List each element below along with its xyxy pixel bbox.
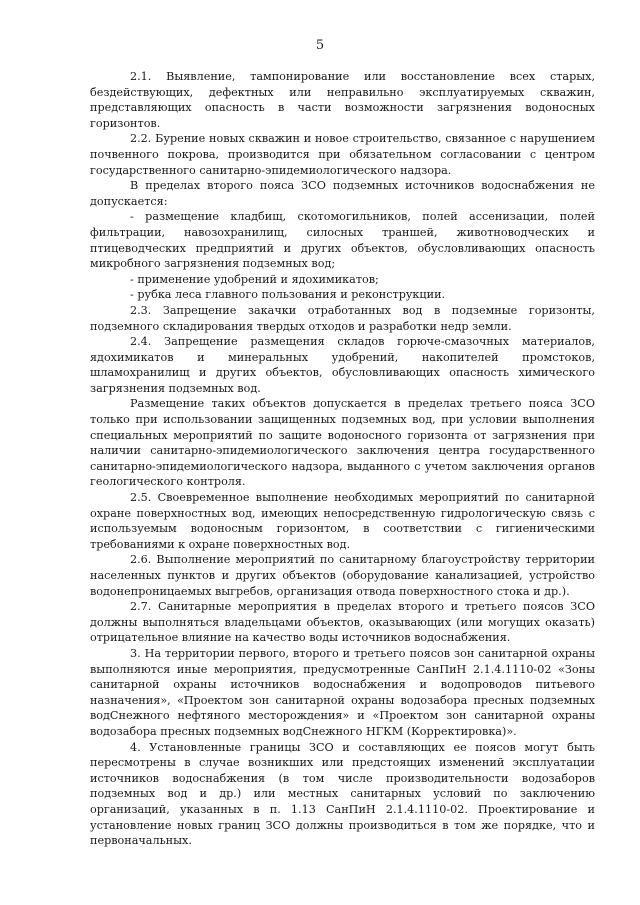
page-number: 5 (315, 38, 325, 53)
paragraph-4: 4. Установленные границы ЗСО и составляющих ее поясов могут быть пересмотрены в случае возникших или предстоящих изменений эксплуатации источников водоснабжения (в том числе производительности водозаборов подземных вод и др.) или местных санитарных условий по заключению организаций, указанных в п. 1.13 СанПиН 2.1.4.1110-02. Проектирование и установление новых границ ЗСО должны производиться в том же порядке, что и первоначальных. (90, 740, 595, 848)
list-item-fertilizers: - применение удобрений и ядохимикатов; (130, 272, 379, 286)
paragraph-3: 3. На территории первого, второго и третьего поясов зон санитарной охраны выполняются иные мероприятия, предусмотренные СанПиН 2.1.4.1110-02 «Зоны санитарной охраны источников водоснабжения и водопроводов питьевого назначения», «Проектом зон санитарной охраны водозабора пресных подземных водСнежного нефтяного месторождения» и «Проектом зон санитарной охраны водозабора пресных подземных водСнежного НГКМ (Корректировка)». (90, 646, 595, 738)
paragraph-2-4: 2.4. Запрещение размещения складов горюче-смазочных материалов, ядохимикатов и минеральных удобрений, накопителей промстоков, шламохранилищ и других объектов, обусловливающих опасность химического загрязнения подземных вод. (90, 335, 595, 395)
paragraph-2-1: 2.1. Выявление, тампонирование или восстановление всех старых, бездействующих, дефектных или неправильно эксплуатируемых скважин, представляющих опасность в части возможности загрязнения водоносных горизонтов. (90, 70, 595, 130)
paragraph-2-7: 2.7. Санитарные мероприятия в пределах второго и третьего поясов ЗСО должны выполняться владельцами объектов, оказывающих (или могущих оказать) отрицательное влияние на качество воды источников водоснабжения. (90, 600, 595, 645)
list-item-cemeteries: - размещение кладбищ, скотомогильников, полей ассенизации, полей фильтрации, навозохранилищ, силосных траншей, животноводческих и птицеводческих предприятий и других объектов, обусловливающих опасность микробного загрязнения подземных вод; (90, 210, 595, 271)
document-body (90, 69, 595, 849)
paragraph-second-belt-intro: В пределах второго пояса ЗСО подземных источников водоснабжения не допускается: (90, 179, 595, 208)
paragraph-third-belt-placement: Размещение таких объектов допускается в пределах третьего пояса ЗСО только при использовании защищенных подземных вод, при условии выполнения специальных мероприятий по защите водоносного горизонта от загрязнения при наличии санитарно-эпидемиологического заключения центра государственного санитарно-эпидемиологического надзора, выданного с учетом заключения органов геологического контроля. (90, 397, 595, 489)
paragraph-2-6: 2.6. Выполнение мероприятий по санитарному благоустройству территории населенных пунктов и других объектов (оборудование канализацией, устройство водонепроницаемых выгребов, организация отвода поверхностного стока и др.). (90, 553, 595, 598)
paragraph-2-2: 2.2. Бурение новых скважин и новое строительство, связанное с нарушением почвенного покрова, производится при обязательном согласовании с центром государственного санитарно-эпидемиологического надзора. (90, 132, 595, 177)
paragraph-2-3: 2.3. Запрещение закачки отработанных вод в подземные горизонты, подземного складирования твердых отходов и разработки недр земли. (90, 303, 595, 333)
paragraph-2-5: 2.5. Своевременное выполнение необходимых мероприятий по санитарной охране поверхностных вод, имеющих непосредственную гидрологическую связь с используемым водоносным горизонтом, в соответствии с гигиеническими требованиями к охране поверхностных вод. (90, 491, 595, 551)
list-item-logging: - рубка леса главного пользования и реконструкции. (130, 288, 446, 302)
